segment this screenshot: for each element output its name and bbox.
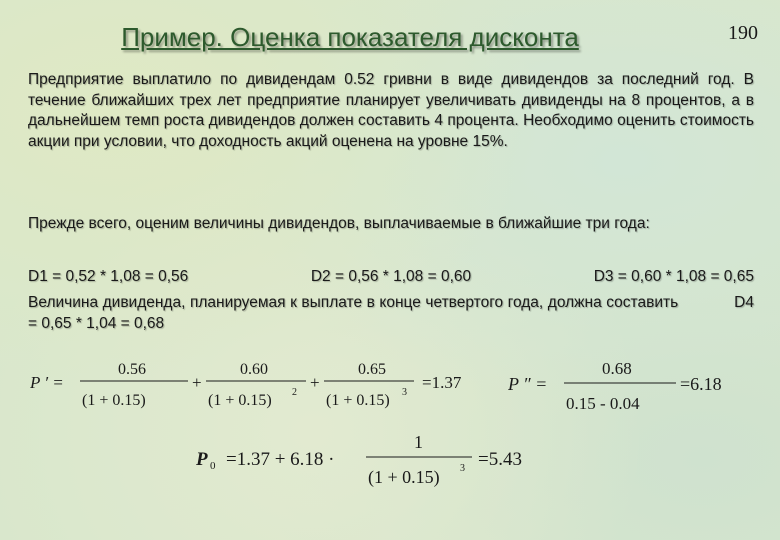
formula1-den3: (1 + 0.15) <box>326 392 390 409</box>
formula2-den: 0.15 - 0.04 <box>566 394 640 413</box>
formula1-num3: 0.65 <box>358 361 386 378</box>
problem-statement: Предприятие выплатило по дивидендам 0.52 гривни в виде дивидендов за последний год. В течение ближайших трех лет предприятие планирует увеличивать дивиденды на 8 процентов, а в дальнейшем темп роста дивидендов должен составить 4 процента. Необходимо оценить стоимость акции при условии, что доходность акций оценена на уровне 15%. <box>28 71 754 150</box>
dividend-calculations <box>28 268 754 286</box>
slide-title: Пример. Оценка показателя дисконта <box>121 22 579 52</box>
formula2-lhs: P ″ = <box>508 374 548 394</box>
formula1-num2: 0.60 <box>240 361 268 378</box>
dividends-intro: Прежде всего, оценим величины дивидендов, выплачиваемые в ближайшие три года: <box>28 215 650 232</box>
formula-p-prime <box>30 350 470 420</box>
formula-p-double-prime <box>508 350 758 420</box>
formula1-plus1: + <box>192 373 202 392</box>
formula3-exp: 3 <box>460 463 465 474</box>
formula1-den2: (1 + 0.15) <box>208 392 272 409</box>
formula1-lhs: P ′ = <box>30 373 64 392</box>
formula3-num: 1 <box>414 432 423 452</box>
formula3-sub: 0 <box>210 460 216 472</box>
formula3-lhs: P <box>196 449 208 470</box>
fourth-year-text: Величина дивиденда, планируемая к выплате в конце четвертого года, должна составить <box>28 294 679 311</box>
formula1-result: =1.37 <box>422 373 462 392</box>
dividend-d1: D1 = 0,52 * 1,08 = 0,56 <box>28 268 189 285</box>
formula-p0 <box>196 425 576 495</box>
formula1-plus2: + <box>310 373 320 392</box>
formula3-den: (1 + 0.15) <box>368 467 440 487</box>
formula1-num1: 0.56 <box>118 361 146 378</box>
formula2-num: 0.68 <box>602 359 632 378</box>
formula2-result: =6.18 <box>680 374 722 394</box>
formula3-expr: =1.37 + 6.18 · <box>226 449 335 470</box>
formula1-den1: (1 + 0.15) <box>82 392 146 409</box>
page-number: 190 <box>728 22 758 44</box>
fourth-year-dividend <box>28 293 754 334</box>
formula1-exp2: 2 <box>292 387 297 398</box>
dividend-d3: D3 = 0,60 * 1,08 = 0,65 <box>593 268 754 285</box>
dividend-d4: D4 = 0,65 * 1,04 = 0,68 <box>28 294 754 332</box>
dividend-d2: D2 = 0,56 * 1,08 = 0,60 <box>310 268 472 285</box>
formula3-result: =5.43 <box>478 449 522 470</box>
formula1-exp3: 3 <box>402 387 407 398</box>
